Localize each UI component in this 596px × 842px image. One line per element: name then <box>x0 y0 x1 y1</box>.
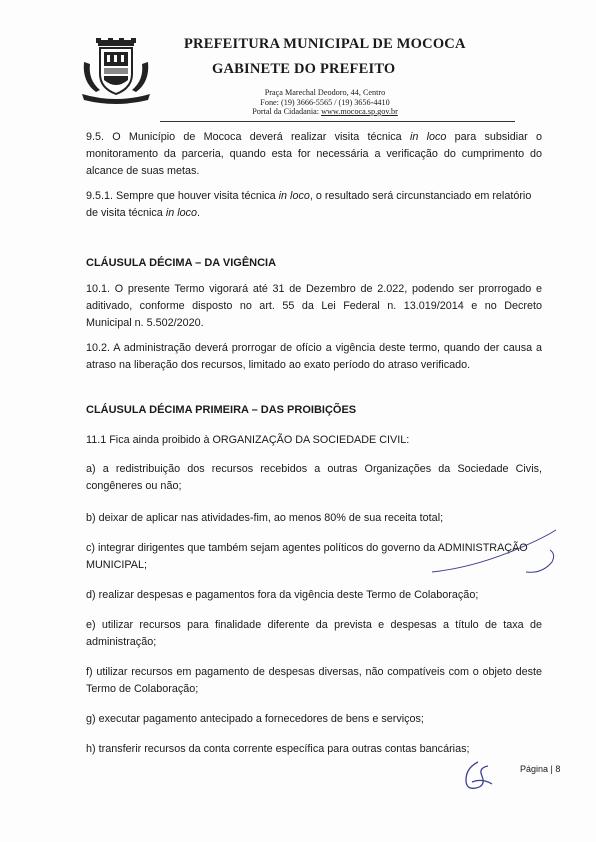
text-line: a) a redistribuição dos recursos recebidos a outras Organizações da Sociedade Civis, <box>86 463 542 475</box>
text-line: 9.5. O Município de Mococa deverá realizar visita técnica in loco para subsidiar o <box>86 131 542 143</box>
text-line: h) transferir recursos da conta corrente específica para outras contas bancárias; <box>86 743 470 755</box>
text-line: 10.2. A administração deverá prorrogar de ofício a vigência deste termo, quando der causa a <box>86 342 542 354</box>
text-line: Termo de Colaboração; <box>86 683 199 695</box>
list-item-d <box>86 587 542 604</box>
header-subtitle: GABINETE DO PREFEITO <box>212 61 396 77</box>
page-number: Página | 8 <box>520 764 561 774</box>
text-line: e) utilizar recursos para finalidade diferente da prevista e despesas a título de taxa de <box>86 619 542 631</box>
pen-mark <box>430 528 558 584</box>
header-address: Praça Marechal Deodoro, 44, Centro <box>264 88 386 97</box>
initials-signature <box>458 758 498 794</box>
text-line: 10.1. O presente Termo vigorará até 31 de Dezembro de 2.022, podendo ser prorrogado e <box>86 283 542 295</box>
text-line: d) realizar despesas e pagamentos fora da vigência deste Termo de Colaboração; <box>86 589 479 601</box>
header-title: PREFEITURA MUNICIPAL DE MOCOCA <box>184 36 466 52</box>
list-item-f <box>86 664 542 698</box>
text-line: c) integrar dirigentes que também sejam agentes políticos do governo da ADMINISTRAÇÃO <box>86 542 528 554</box>
paragraph-9-5 <box>86 129 542 180</box>
municipal-crest-logo <box>80 38 152 104</box>
list-item-b <box>86 510 542 527</box>
text-line: b) deixar de aplicar nas atividades-fim, ao menos 80% de sua receita total; <box>86 512 444 524</box>
header-phone: Fone: (19) 3666-5565 / (19) 3656-4410 <box>260 97 390 107</box>
portal-link[interactable]: www.mococa.sp.gov.br <box>321 107 398 116</box>
text-line: Municipal n. 5.502/2020. <box>86 317 204 329</box>
text-line: f) utilizar recursos em pagamento de despesas diversas, não compatíveis com o objeto deste <box>86 666 542 678</box>
text-line: alcance de suas metas. <box>86 165 200 177</box>
portal-label: Portal da Cidadania: <box>252 107 322 116</box>
text-line: g) executar pagamento antecipado a fornecedores de bens e serviços; <box>86 713 424 725</box>
header-divider <box>160 121 515 122</box>
list-item-e <box>86 617 542 651</box>
text-line: 9.5.1. Sempre que houver visita técnica in loco, o resultado será circunstanciado em relatório <box>86 190 532 202</box>
text-line: MUNICIPAL; <box>86 559 147 571</box>
list-item-g <box>86 711 542 728</box>
header-portal <box>240 107 410 117</box>
text-line: de visita técnica in loco. <box>86 207 201 219</box>
list-item-h <box>86 741 542 758</box>
text-line: 11.1 Fica ainda proibido à ORGANIZAÇÃO DA SOCIEDADE CIVIL: <box>86 434 410 446</box>
text-line: aditivado, conforme disposto no art. 55 da Lei Federal n. 13.019/2014 e no Decreto <box>86 300 542 312</box>
text-line: administração; <box>86 636 157 648</box>
paragraph-10-2 <box>86 340 542 374</box>
list-item-a <box>86 461 542 495</box>
paragraph-9-5-1 <box>86 188 542 222</box>
text-line: atraso na liberação dos recursos, limitado ao exato período do atraso verificado. <box>86 359 471 371</box>
paragraph-11-1 <box>86 432 542 449</box>
text-line: monitoramento da parceria, quando esta for necessária a verificação do cumprimento do <box>86 148 542 160</box>
text-line: congêneres ou não; <box>86 480 182 492</box>
heading-clausula-decima: CLÁUSULA DÉCIMA – DA VIGÊNCIA <box>86 257 277 269</box>
heading-clausula-decima-primeira: CLÁUSULA DÉCIMA PRIMEIRA – DAS PROIBIÇÕES <box>86 404 357 416</box>
paragraph-10-1 <box>86 281 542 332</box>
